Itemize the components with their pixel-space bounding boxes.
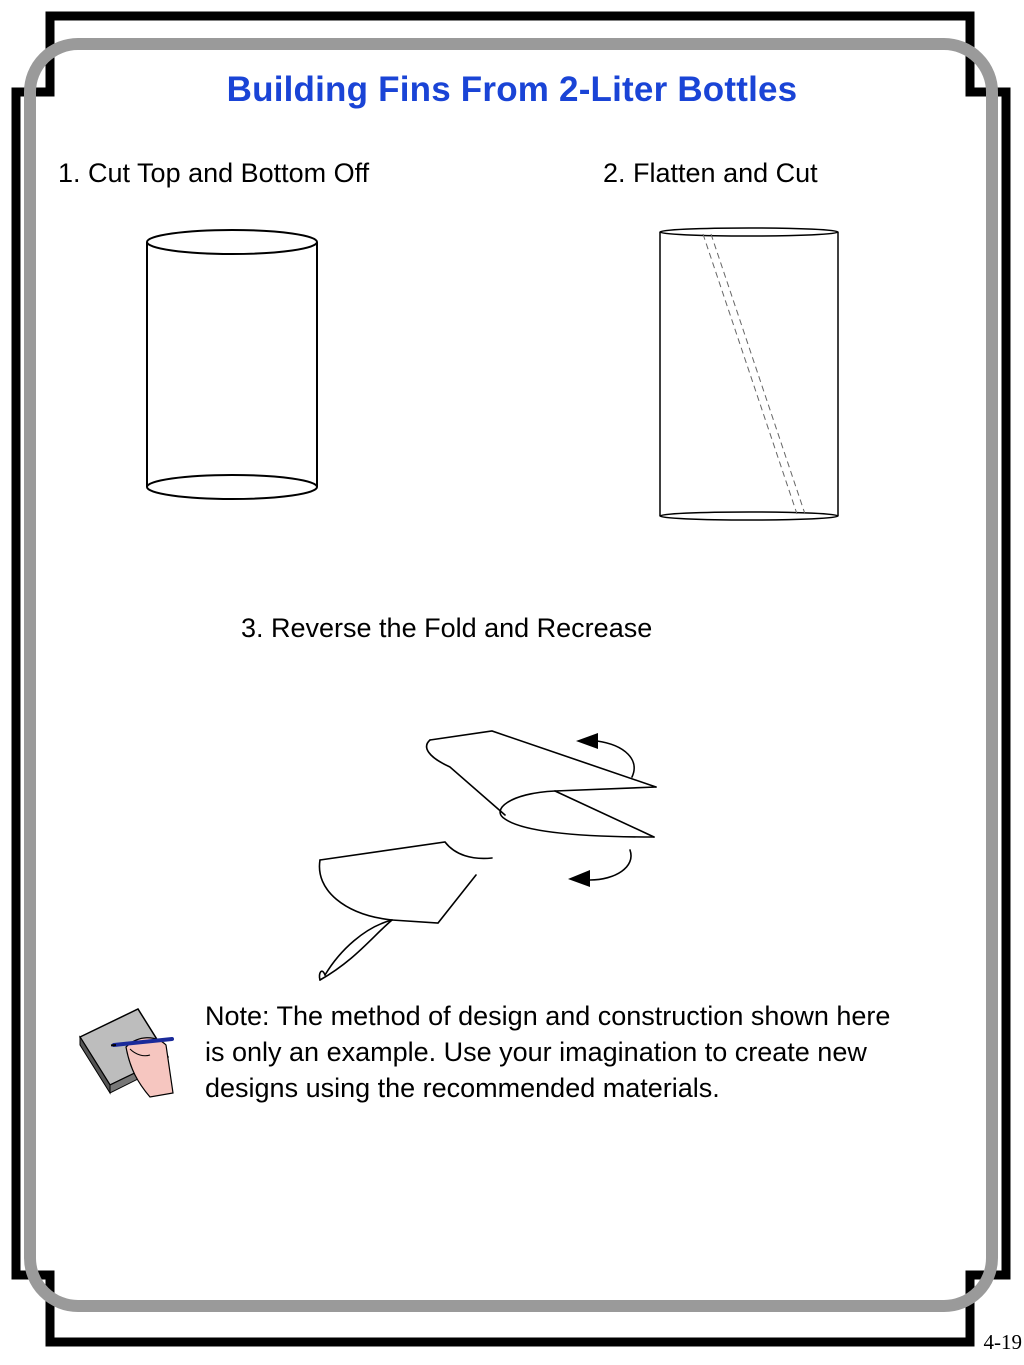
page-title: Building Fins From 2-Liter Bottles bbox=[226, 70, 798, 109]
frame-outer-border bbox=[16, 16, 1006, 1342]
note-line: designs using the recommended materials. bbox=[205, 1073, 720, 1103]
cylinder-icon bbox=[140, 222, 325, 507]
note-text bbox=[205, 998, 995, 1106]
step-3-label: 3. Reverse the Fold and Recrease bbox=[241, 613, 653, 643]
step-1-label: 1. Cut Top and Bottom Off bbox=[58, 158, 370, 188]
flattened-cylinder-icon bbox=[655, 222, 845, 527]
note-line: Note: The method of design and construction shown here bbox=[205, 1001, 891, 1031]
writing-hand-icon bbox=[78, 1005, 178, 1105]
note-line: is only an example. Use your imagination to create new bbox=[205, 1037, 867, 1067]
fin-fold-icon bbox=[300, 715, 680, 990]
page-number: 4-19 bbox=[983, 1330, 1022, 1354]
step-2-label: 2. Flatten and Cut bbox=[603, 158, 818, 188]
